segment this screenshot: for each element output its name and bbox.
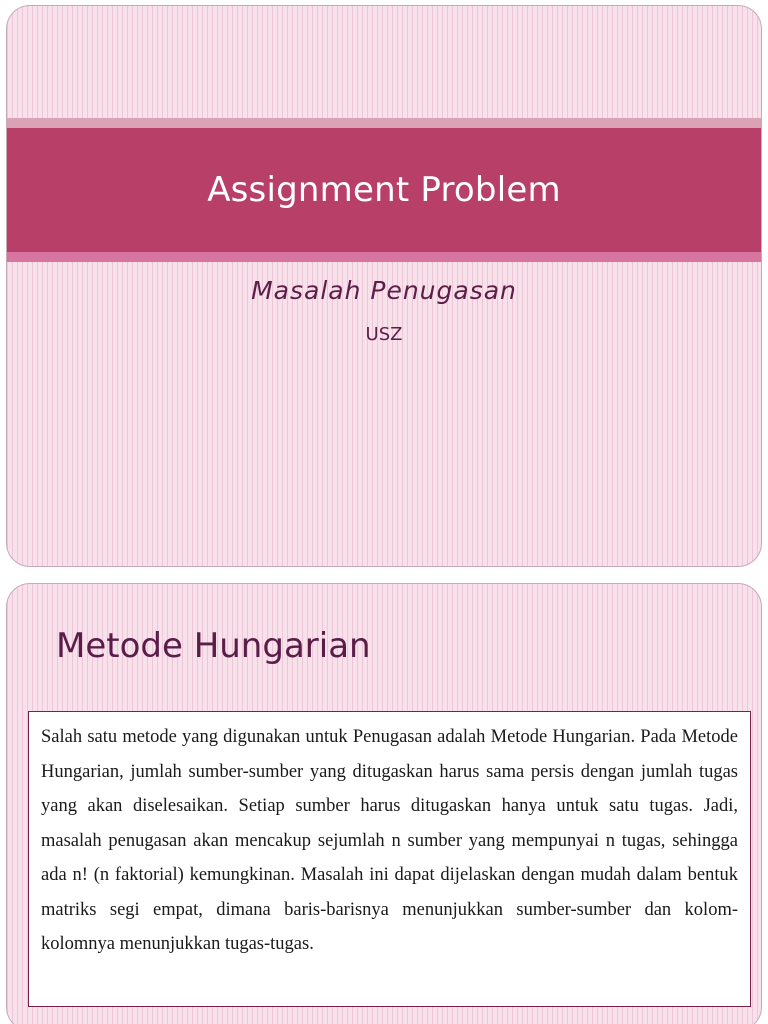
body-paragraph: Salah satu metode yang digunakan untuk Penugasan adalah Metode Hungarian. Pada Metode Hungarian, jumlah sumber-sumber yang ditugaskan harus sama persis dengan jumlah tugas yang akan diselesaikan. Setiap sumber harus ditugaskan hanya untuk satu tugas. Jadi, masalah penugasan akan mencakup sejumlah n sumber yang mempunyai n tugas, sehingga ada n! (n faktorial) kemungkinan. Masalah ini dapat dijelaskan dengan mudah dalam bentuk matriks segi empat, dimana baris-barisnya menunjukkan sumber-sumber dan kolom-kolomnya menunjukkan tugas-tugas. [41,727,738,954]
title-band [7,128,761,252]
slide-title: Assignment Problem [207,170,561,210]
slide-heading: Metode Hungarian [56,626,371,666]
title-band-bottom-stripe [7,252,761,262]
slide-subtitle: Masalah Penugasan [251,276,517,305]
body-text-box [28,711,751,1007]
author-initials: USZ [365,324,403,345]
title-slide [6,5,762,567]
title-band-top-stripe [7,118,761,128]
content-slide [6,583,762,1024]
